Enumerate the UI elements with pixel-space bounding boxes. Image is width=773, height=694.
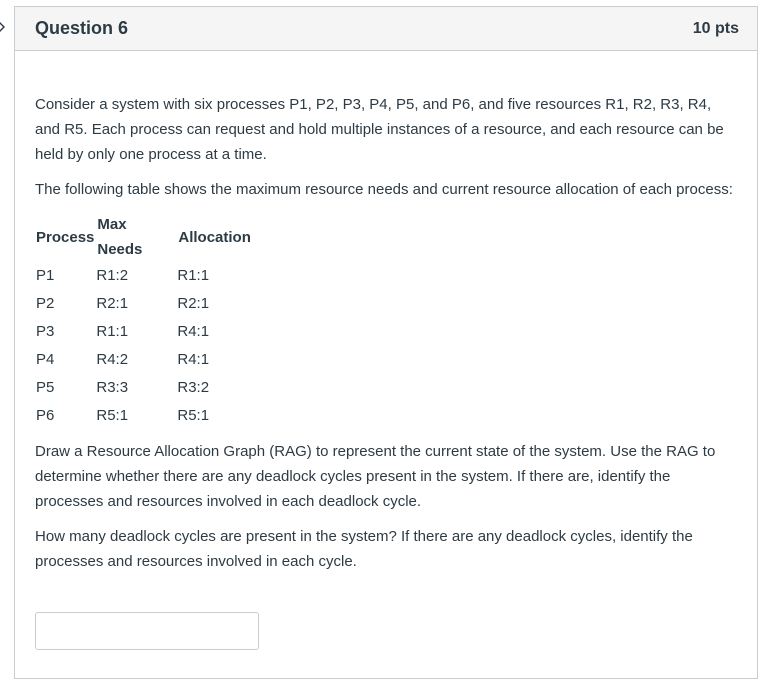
column-header-process: Process bbox=[36, 228, 95, 246]
table-row bbox=[35, 346, 257, 374]
cell-allocation: R2:1 bbox=[177, 295, 210, 312]
deadlock-question-paragraph: How many deadlock cycles are present in the system? If there are any deadlock cycles, identify the processes and resources involved in each cycle. bbox=[35, 528, 693, 570]
question-header bbox=[15, 7, 757, 51]
cell-process: P1 bbox=[36, 267, 55, 284]
cell-max-needs: R1:2 bbox=[96, 267, 129, 284]
cell-allocation: R4:1 bbox=[177, 323, 210, 340]
allocation-table bbox=[35, 212, 257, 430]
cell-max-needs: R1:1 bbox=[96, 323, 129, 340]
cell-process: P3 bbox=[36, 323, 55, 340]
question-card bbox=[14, 6, 758, 679]
cell-max-needs: R2:1 bbox=[96, 295, 129, 312]
question-title: Question 6 bbox=[35, 18, 129, 38]
table-header-row bbox=[35, 212, 257, 262]
cell-process: P5 bbox=[36, 379, 55, 396]
table-row bbox=[35, 318, 257, 346]
table-row bbox=[35, 374, 257, 402]
table-intro-paragraph: The following table shows the maximum resource needs and current resource allocation of each process: bbox=[35, 181, 733, 198]
cell-allocation: R4:1 bbox=[177, 351, 210, 368]
cell-allocation: R3:2 bbox=[177, 379, 210, 396]
cell-max-needs: R4:2 bbox=[96, 351, 129, 368]
cell-process: P4 bbox=[36, 351, 55, 368]
cell-process: P6 bbox=[36, 407, 55, 424]
table-row bbox=[35, 402, 257, 430]
cell-allocation: R5:1 bbox=[177, 407, 210, 424]
answer-input[interactable] bbox=[35, 612, 259, 650]
chevron-right-icon[interactable] bbox=[0, 20, 8, 34]
question-text bbox=[15, 51, 757, 574]
column-header-allocation: Allocation bbox=[178, 228, 251, 246]
table-row bbox=[35, 262, 257, 290]
cell-max-needs: R5:1 bbox=[96, 407, 129, 424]
cell-allocation: R1:1 bbox=[177, 267, 210, 284]
rag-instruction-paragraph: Draw a Resource Allocation Graph (RAG) to represent the current state of the system. Use the RAG to determine whether there are any deadlock cycles present in the system. If there are, identify the processes and resources involved in each deadlock cycle. bbox=[35, 443, 716, 510]
cell-max-needs: R3:3 bbox=[96, 379, 129, 396]
question-points: 10 pts bbox=[692, 19, 739, 37]
cell-process: P2 bbox=[36, 295, 55, 312]
table-row bbox=[35, 290, 257, 318]
column-header-max-needs: Max Needs bbox=[97, 216, 143, 258]
intro-paragraph: Consider a system with six processes P1, P2, P3, P4, P5, and P6, and five resources R1, R2, R3, R4, and R5. Each process can request and hold multiple instances of a resource, and each resource can be held by only one process at a time. bbox=[35, 96, 724, 163]
